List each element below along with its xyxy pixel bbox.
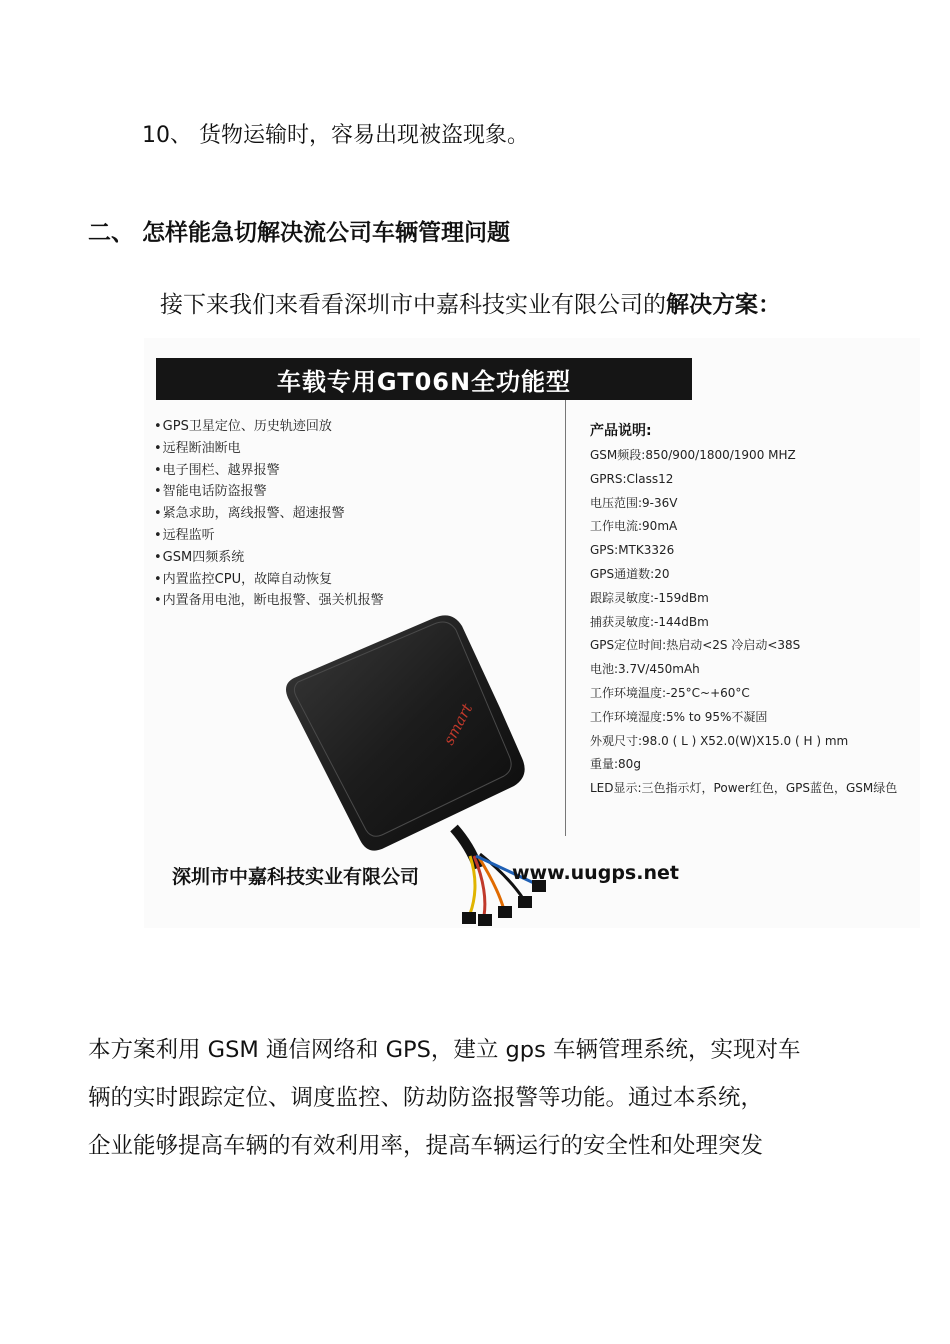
feature-item: • 电子围栏、越界报警	[154, 460, 384, 482]
paragraph-line: 企业能够提高车辆的有效利用率，提高车辆运行的安全性和处理突发	[88, 1133, 764, 1159]
spec-item: GPS定位时间:热启动<2S 冷启动<38S	[590, 638, 801, 653]
intro-paragraph	[160, 286, 781, 319]
spec-item: 捕获灵敏度:-144dBm	[590, 614, 709, 629]
spec-item: 工作电流:90mA	[590, 519, 678, 534]
feature-item: • 内置备用电池，断电报警、强关机报警	[154, 590, 384, 612]
spec-item: GSM频段:850/900/1800/1900 MHZ	[590, 448, 796, 462]
feature-item: • GSM四频系统	[154, 547, 384, 569]
feature-item: • 紧急求助，离线报警、超速报警	[154, 503, 384, 525]
feature-item: • 内置监控CPU，故障自动恢复	[154, 569, 384, 591]
device-brand-label: smart	[439, 700, 477, 748]
spec-item: 外观尺寸:98.0 ( L ) X52.0(W)X15.0 ( H ) mm	[590, 733, 849, 748]
spec-item: 电压范围:9-36V	[590, 495, 678, 510]
feature-item: • GPS卫星定位、历史轨迹回放	[154, 416, 384, 438]
image-divider	[565, 400, 566, 836]
feature-list	[154, 416, 384, 612]
spec-list	[590, 444, 897, 801]
spec-item: GPS:MTK3326	[590, 543, 675, 558]
spec-item: 重量:80g	[590, 757, 641, 772]
product-banner: 车载专用GT06N全功能型	[156, 358, 692, 400]
spec-item: 电池:3.7V/450mAh	[590, 662, 700, 677]
spec-item: 工作环境湿度:5% to 95%不凝固	[590, 709, 768, 724]
paragraph-line: 本方案利用 GSM 通信网络和 GPS，建立 gps 车辆管理系统，实现对车	[88, 1037, 801, 1063]
section-heading: 二、 怎样能急切解决流公司车辆管理问题	[88, 220, 511, 246]
website-url: www.uugps.net	[512, 862, 679, 884]
feature-item: • 远程监听	[154, 525, 384, 547]
spec-item: LED显示:三色指示灯，Power红色，GPS蓝色，GSM绿色	[590, 781, 898, 796]
product-image	[144, 338, 920, 928]
spec-item: 工作环境温度:-25°C~+60°C	[590, 685, 750, 700]
intro-text: 接下来我们来看看深圳市中嘉科技实业有限公司的	[160, 292, 666, 318]
list-item-10: 10、 货物运输时，容易出现被盗现象。	[142, 123, 529, 148]
spec-item: GPS通道数:20	[590, 566, 670, 581]
company-name: 深圳市中嘉科技实业有限公司	[172, 866, 420, 888]
spec-item: 跟踪灵敏度:-159dBm	[590, 590, 709, 605]
spec-title: 产品说明:	[590, 423, 652, 439]
feature-item: • 智能电话防盗报警	[154, 481, 384, 503]
feature-item: • 远程断油断电	[154, 438, 384, 460]
paragraph-line: 辆的实时跟踪定位、调度监控、防劫防盗报警等功能。通过本系统，	[88, 1085, 764, 1111]
intro-bold: 解决方案：	[666, 292, 781, 318]
spec-item: GPRS:Class12	[590, 471, 674, 486]
